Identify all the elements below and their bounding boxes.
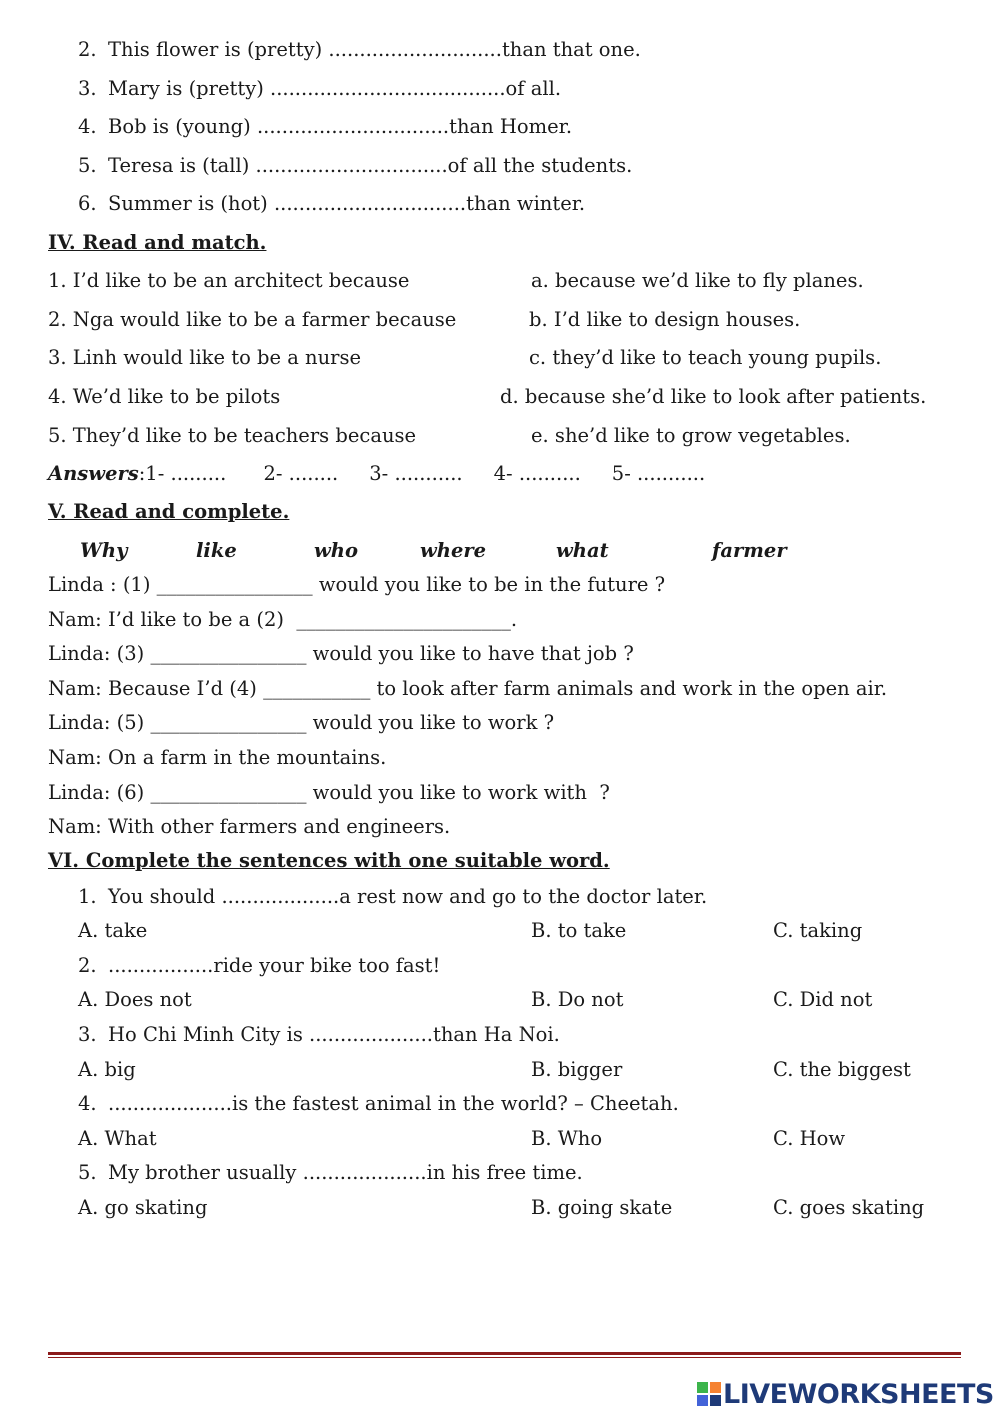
- word-bank-item: Why: [80, 539, 128, 562]
- question: 1. You should ...................a rest now and go to the doctor later.: [78, 885, 708, 908]
- match-left-item: 1. I’d like to be an architect because: [48, 269, 410, 292]
- question: 4. ....................is the fastest animal in the world? – Cheetah.: [78, 1092, 679, 1115]
- section-heading: VI. Complete the sentences with one suitable word.: [48, 849, 610, 872]
- option-a[interactable]: A. take: [78, 919, 148, 942]
- question: 2. .................ride your bike too fast!: [78, 954, 441, 977]
- dialogue-line: Nam: Because I’d (4) ___________ to look after farm animals and work in the open air.: [48, 677, 888, 700]
- match-left-item: 2. Nga would like to be a farmer because: [48, 308, 457, 331]
- answers-row: [48, 462, 705, 486]
- liveworksheets-logo: [697, 1378, 994, 1410]
- option-b[interactable]: B. Who: [531, 1127, 603, 1150]
- dialogue-line: Linda: (6) ________________ would you like to work with ?: [48, 781, 610, 804]
- section-heading: IV. Read and match.: [48, 231, 267, 254]
- option-c[interactable]: C. goes skating: [773, 1196, 925, 1219]
- option-c[interactable]: C. Did not: [773, 988, 873, 1011]
- match-left-item: 3. Linh would like to be a nurse: [48, 346, 362, 369]
- option-a[interactable]: A. big: [78, 1058, 136, 1081]
- option-c[interactable]: C. How: [773, 1127, 846, 1150]
- exercise-item: 2. This flower is (pretty) ............................than that one.: [78, 38, 641, 61]
- match-right-item: a. because we’d like to fly planes.: [531, 269, 864, 292]
- option-c[interactable]: C. taking: [773, 919, 863, 942]
- dialogue-line: Nam: With other farmers and engineers.: [48, 815, 451, 838]
- option-b[interactable]: B. bigger: [531, 1058, 623, 1081]
- footer-rule-thick: [48, 1352, 961, 1355]
- dialogue-line: Linda: (5) ________________ would you like to work ?: [48, 711, 555, 734]
- question: 3. Ho Chi Minh City is ....................than Ha Noi.: [78, 1023, 560, 1046]
- footer-rule-thin: [48, 1357, 961, 1358]
- logo-mark-icon: [697, 1382, 721, 1406]
- answers-blanks[interactable]: :1- ......... 2- ........ 3- ........... 4- .......... 5- ...........: [138, 462, 706, 485]
- match-left-item: 4. We’d like to be pilots: [48, 385, 281, 408]
- match-right-item: d. because she’d like to look after patients.: [500, 385, 927, 408]
- exercise-item: 3. Mary is (pretty) ......................................of all.: [78, 77, 562, 100]
- option-b[interactable]: B. Do not: [531, 988, 624, 1011]
- option-b[interactable]: B. going skate: [531, 1196, 673, 1219]
- match-right-item: e. she’d like to grow vegetables.: [531, 424, 851, 447]
- word-bank-item: like: [196, 539, 237, 562]
- dialogue-line: Linda: (3) ________________ would you like to have that job ?: [48, 642, 634, 665]
- exercise-item: 5. Teresa is (tall) ...............................of all the students.: [78, 154, 633, 177]
- option-b[interactable]: B. to take: [531, 919, 627, 942]
- word-bank-item: what: [556, 539, 609, 562]
- match-right-item: c. they’d like to teach young pupils.: [529, 346, 882, 369]
- logo-text: LIVEWORKSHEETS: [723, 1378, 994, 1410]
- answers-label: Answers: [48, 462, 139, 485]
- section-heading: V. Read and complete.: [48, 500, 290, 523]
- dialogue-line: Nam: I’d like to be a (2) ______________________.: [48, 608, 518, 631]
- word-bank-item: farmer: [712, 539, 787, 562]
- word-bank-item: where: [420, 539, 487, 562]
- option-a[interactable]: A. go skating: [78, 1196, 208, 1219]
- option-a[interactable]: A. What: [78, 1127, 157, 1150]
- exercise-item: 4. Bob is (young) ...............................than Homer.: [78, 115, 573, 138]
- dialogue-line: Linda : (1) ________________ would you like to be in the future ?: [48, 573, 666, 596]
- exercise-item: 6. Summer is (hot) ...............................than winter.: [78, 192, 586, 215]
- dialogue-line: Nam: On a farm in the mountains.: [48, 746, 387, 769]
- option-a[interactable]: A. Does not: [78, 988, 192, 1011]
- option-c[interactable]: C. the biggest: [773, 1058, 911, 1081]
- match-right-item: b. I’d like to design houses.: [529, 308, 801, 331]
- match-left-item: 5. They’d like to be teachers because: [48, 424, 417, 447]
- question: 5. My brother usually ....................in his free time.: [78, 1161, 583, 1184]
- word-bank-item: who: [314, 539, 358, 562]
